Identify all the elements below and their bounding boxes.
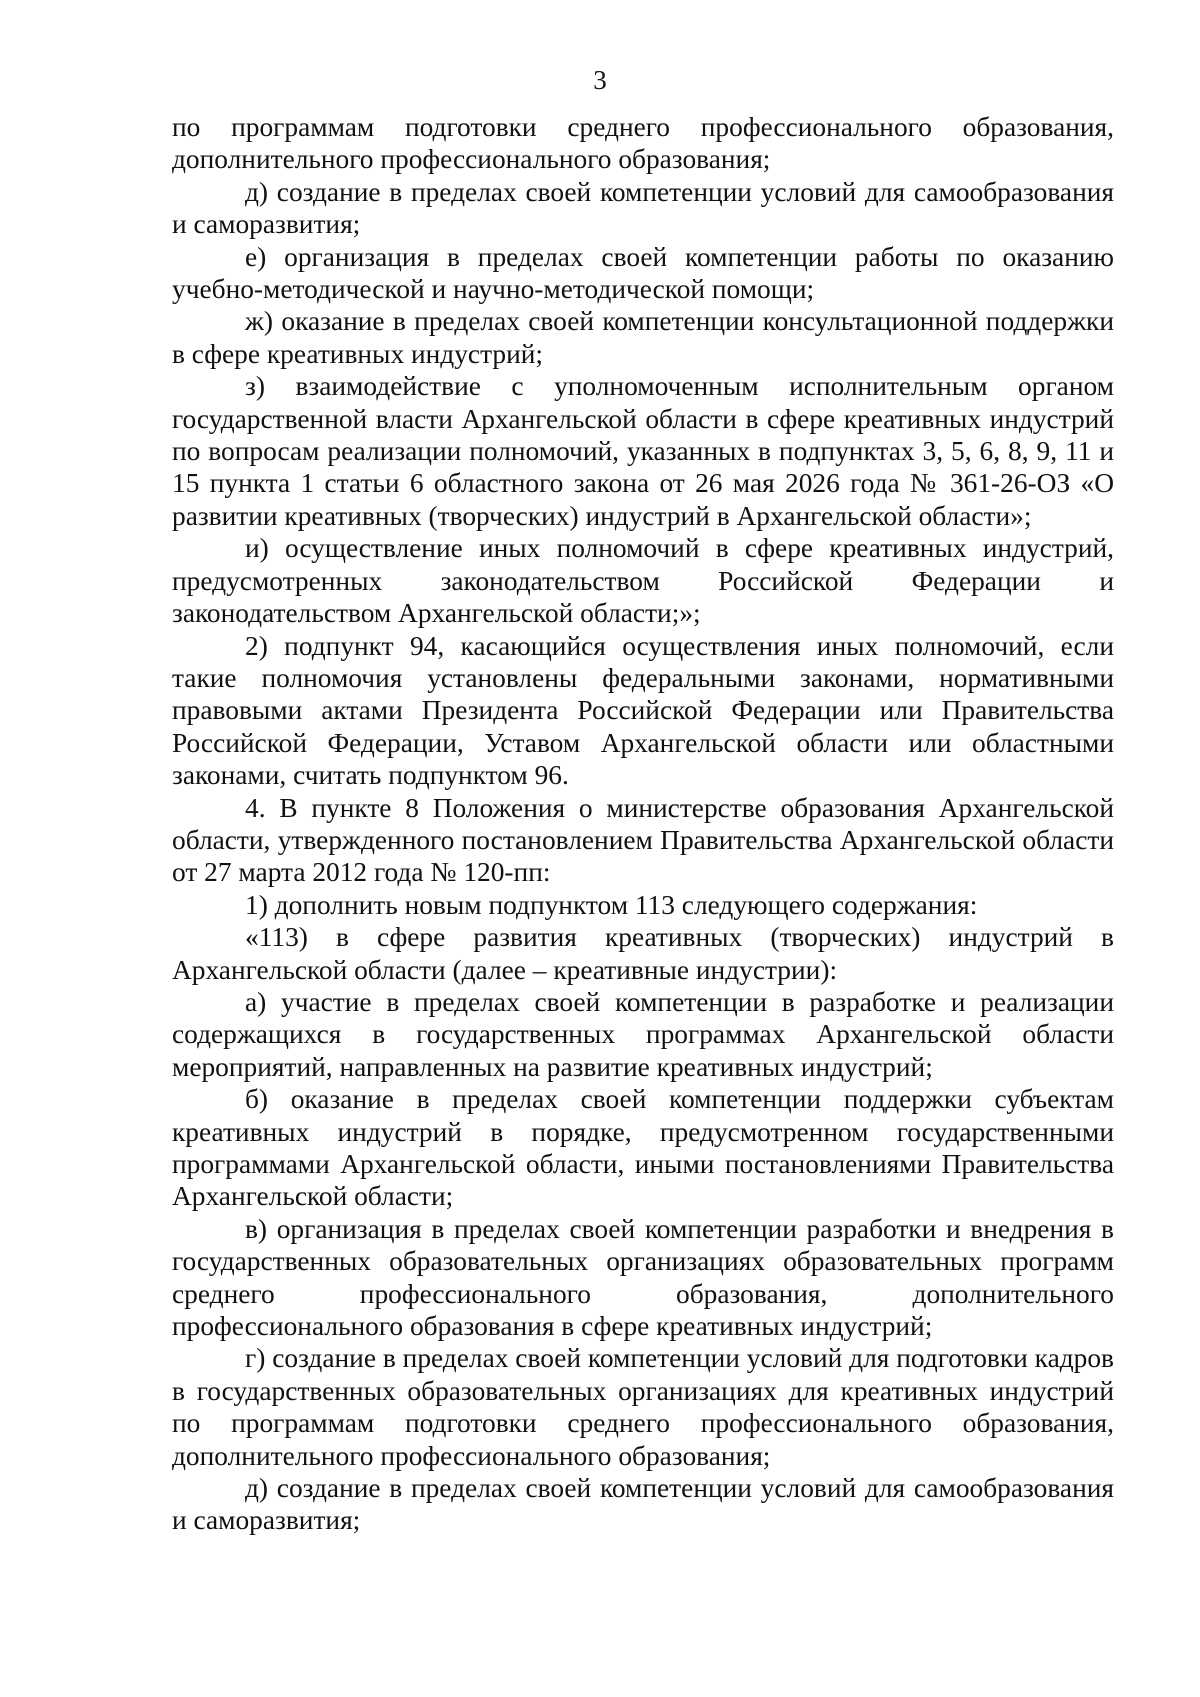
- paragraph: д) создание в пределах своей компетенции условий для самообразования и саморазвития;: [172, 1473, 1114, 1536]
- paragraph: 1) дополнить новым подпунктом 113 следующего содержания:: [245, 889, 978, 920]
- document-body: [172, 111, 1114, 1537]
- paragraph: по программам подготовки среднего профессионального образования, дополнительного профессионального образования;: [172, 112, 1114, 175]
- paragraph: и) осуществление иных полномочий в сфере креативных индустрий, предусмотренных законодательством Российской Федерации и законодательством Архангельской области;»;: [172, 533, 1114, 629]
- paragraph: е) организация в пределах своей компетенции работы по оказанию учебно-методической и научно-методической помощи;: [172, 241, 1114, 305]
- paragraph: д) создание в пределах своей компетенции условий для самообразования и саморазвития;: [172, 176, 1114, 240]
- paragraph: г) создание в пределах своей компетенции условий для подготовки кадров в государственных образовательных организациях для креативных индустрий по программам подготовки среднего профессионального образования, дополнительного профессионального образования;: [172, 1343, 1114, 1471]
- paragraph: «113) в сфере развития креативных (творческих) индустрий в Архангельской области (далее – креативные индустрии):: [172, 922, 1114, 985]
- paragraph: в) организация в пределах своей компетенции разработки и внедрения в государственных образовательных организациях образовательных программ среднего профессионального образования, дополнительного профессионального образования в сфере креативных индустрий;: [172, 1213, 1114, 1342]
- paragraph: ж) оказание в пределах своей компетенции консультационной поддержки в сфере креативных индустрий;: [172, 306, 1114, 369]
- paragraph: б) оказание в пределах своей компетенции поддержки субъектам креативных индустрий в порядке, предусмотренном государственными программами Архангельской области, иными постановлениями Правительства Архангельской области;: [172, 1084, 1114, 1212]
- paragraph: 2) подпункт 94, касающийся осуществления иных полномочий, если такие полномочия установлены федеральными законами, нормативными правовыми актами Президента Российской Федерации или Правительства Российской Федерации, Уставом Архангельской области или областными законами, считать подпунктом 96.: [172, 630, 1114, 791]
- paragraph: 4. В пункте 8 Положения о министерстве образования Архангельской области, утвержденного постановлением Правительства Архангельской области от 27 марта 2012 года № 120-пп:: [172, 792, 1114, 888]
- page-number: 3: [593, 65, 607, 95]
- paragraph: з) взаимодействие с уполномоченным исполнительным органом государственной власти Архангельской области в сфере креативных индустрий по вопросам реализации полномочий, указанных в подпунктах 3, 5, 6, 8, 9, 11 и 15 пункта 1 статьи 6 областного закона от 26 мая 2026 года № 361-26-ОЗ «О развитии креативных (творческих) индустрий в Архангельской области»;: [172, 371, 1114, 531]
- paragraph: а) участие в пределах своей компетенции в разработке и реализации содержащихся в государственных программах Архангельской области мероприятий, направленных на развитие креативных индустрий;: [172, 986, 1114, 1082]
